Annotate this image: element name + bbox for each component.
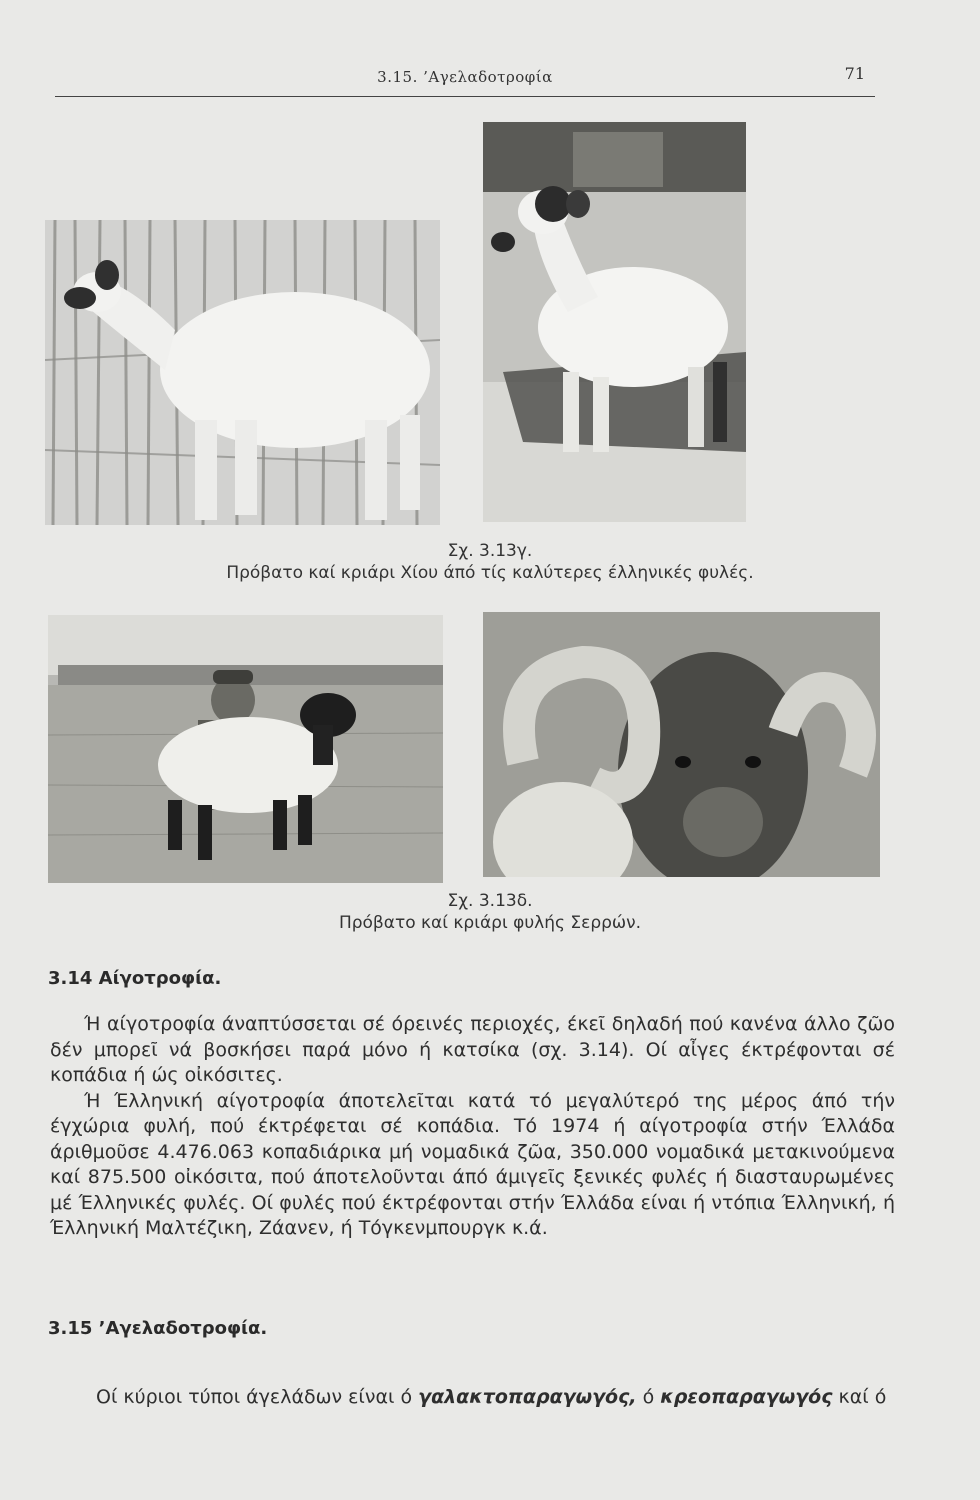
section-3-14-body — [50, 1012, 895, 1242]
lead-mid: ό — [642, 1386, 655, 1408]
photo-serres-ewe — [48, 615, 443, 883]
photo-serres-ram — [483, 612, 880, 877]
paragraph: Ή αίγοτροφία άναπτύσσεται σέ όρεινές περιοχές, έκεῖ δηλαδή πού κανένα άλλο ζῶο δέν μπορεῖ νά βοσκήσει παρά μόνο ή κατσίκα (σχ. 3.14). Οί αἶγες έκτρέφονται σέ κοπάδια ή ώς οἰκόσιτες. — [50, 1013, 895, 1086]
page-number: 71 — [844, 64, 865, 83]
photo-chios-ewe — [45, 220, 440, 525]
figure-caption-text: Πρόβατο καί κριάρι Χίου άπό τίς καλύτερες έλληνικές φυλές. — [226, 563, 754, 583]
section-heading-3-14: 3.14 Αίγοτροφία. — [48, 968, 222, 989]
running-head: 3.15. ’Αγελαδοτροφία — [377, 68, 553, 86]
figure-caption-3-13g — [0, 540, 980, 584]
figure-number: Σχ. 3.13γ. — [447, 541, 533, 561]
paragraph: Ή Έλληνική αίγοτροφία άποτελεῖται κατά τό μεγαλύτερό της μέρος άπό τήν έγχώρια φυλή, πού έκτρέφεται σέ κοπάδια. Τό 1974 ή αίγοτροφία στήν Έλλάδα άριθμοῦσε 4.476.063 κοπαδιάρικα μή νομαδικά ζῶα, 350.000 νομαδικά μετακινούμενα καί 875.500 οἰκόσιτα, πού άποτελοῦνται άπό άμιγεῖς ξενικές φυλές ή διασταυρωμένες μέ Έλληνικές φυλές. Οί φυλές πού έκτρέφονται στήν Έλλάδα είναι ή ντόπια Έλληνική, ή Έλληνική Μαλτέζικη, Ζάανεν, ή Τόγκενμπουργκ κ.ά. — [50, 1089, 895, 1239]
lead-start: Οί κύριοι τύποι άγελάδων είναι ό — [96, 1386, 413, 1408]
term-beef: κρεοπαραγωγός — [660, 1386, 833, 1408]
section-3-15-lead — [50, 1386, 895, 1408]
figure-caption-3-13d — [0, 890, 980, 934]
term-dairy: γαλακτοπαραγωγός, — [418, 1386, 637, 1408]
lead-end: καί ό — [838, 1386, 887, 1408]
page-header — [55, 60, 875, 97]
figure-caption-text: Πρόβατο καί κριάρι φυλής Σερρών. — [338, 913, 642, 933]
section-heading-3-15: 3.15 ’Αγελαδοτροφία. — [48, 1318, 268, 1339]
photo-chios-ram — [483, 122, 746, 522]
figure-number: Σχ. 3.13δ. — [447, 891, 533, 911]
